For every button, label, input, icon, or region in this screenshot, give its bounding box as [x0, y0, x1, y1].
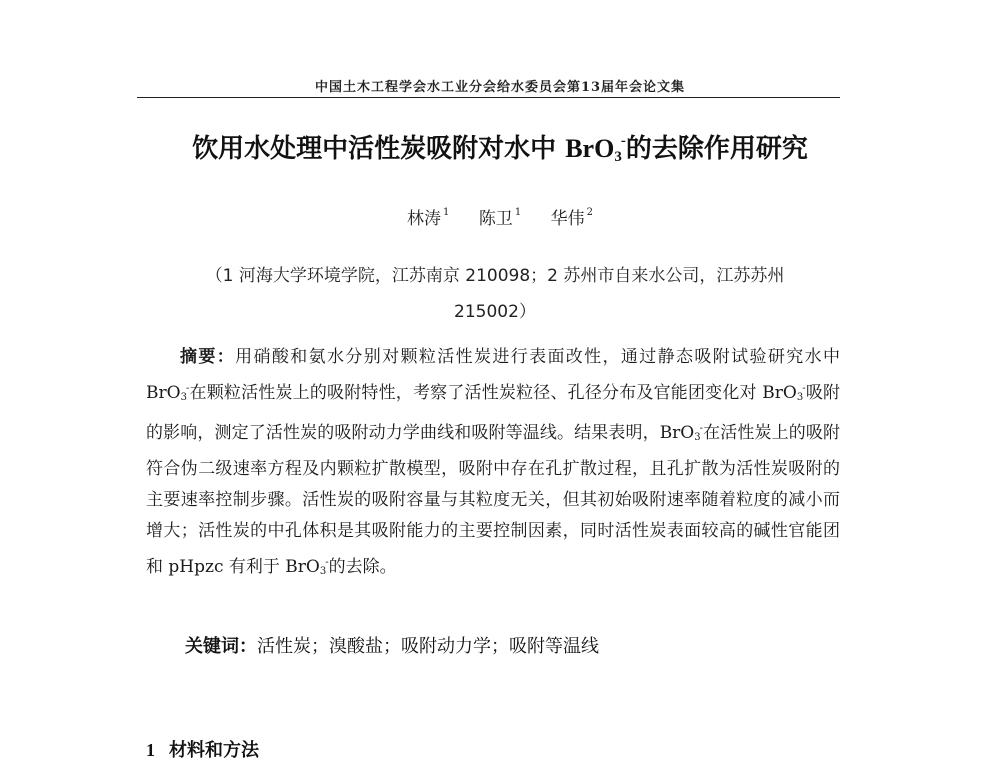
section-heading: [146, 736, 746, 762]
author: 华伟 $^2$: [550, 207, 593, 229]
author: 林涛 $^1$: [407, 207, 450, 229]
affiliation-line: （1 河海大学环境学院，江苏南京 210098；2 苏州市自来水公司，江苏苏州: [205, 266, 785, 286]
author: 陈卫 $^1$: [478, 207, 522, 229]
formula-bro3: BrO$_3$-: [659, 423, 704, 444]
running-header: 中国土木工程学会水工业分会给水委员会第13届年会论文集: [314, 80, 686, 95]
title-text-after: 的去除作用研究: [625, 134, 808, 164]
paper-title: [0, 128, 1000, 166]
keywords: [185, 632, 845, 658]
title-text-before: 饮用水处理中活性炭吸附对水中: [192, 134, 566, 164]
keywords-text: 活性炭；溴酸盐；吸附动力学；吸附等温线: [257, 636, 599, 657]
header-rule: [137, 97, 840, 98]
author-list: [0, 204, 1000, 229]
keywords-label: 关键词：: [185, 636, 257, 657]
title-formula: BrO$_3$-: [565, 133, 626, 165]
formula-bro3: BrO$_3$-: [285, 557, 329, 578]
abstract: 摘要：用硝酸和氨水分别对颗粒活性炭进行表面改性，通过静态吸附试验研究水中 BrO$_3$-在颗粒活性炭上的吸附特性，考察了活性炭粒径、孔径分布及官能团变化对 BrO$_3$-吸附的影响，测定了活性炭的吸附动力学曲线和吸附等温线。结果表明，BrO$_3$-在活性炭上的吸附符合伪二级速率方程及内颗粒扩散模型，吸附中存在孔扩散过程，且孔扩散为活性炭吸附的主要速率控制步骤。活性炭的吸附容量与其粒度无关，但其初始吸附速率随着粒度的减小而增大；活性炭的中孔体积是其吸附能力的主要控制因素，同时活性炭表面较高的碱性官能团和 pHpzc 有利于 BrO$_3$-的去除。: [146, 347, 841, 578]
formula-bro3: BrO$_3$-: [762, 383, 806, 404]
affiliations: [150, 258, 840, 330]
abstract-label: 摘要：: [180, 347, 236, 367]
section-title: 材料和方法: [169, 740, 259, 761]
affiliation-line: 215002）: [454, 302, 536, 322]
formula-bro3: BrO$_3$-: [146, 383, 190, 404]
section-number: 1: [146, 740, 155, 760]
